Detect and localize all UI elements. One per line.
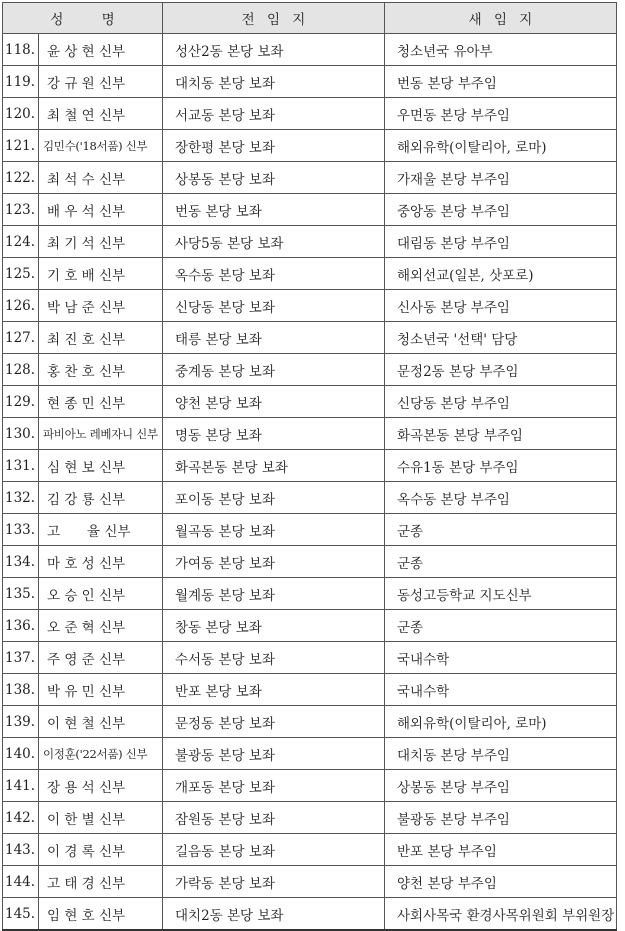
priest-name: 장 용 석 신부	[39, 770, 163, 802]
previous-post: 명동 본당 보좌	[163, 418, 385, 450]
row-number: 136.	[3, 610, 39, 642]
table-row	[3, 642, 617, 674]
table-row	[3, 514, 617, 546]
priest-name: 파비아노 레베자니 신부	[39, 418, 163, 450]
row-number: 137.	[3, 642, 39, 674]
previous-post: 포이동 본당 보좌	[163, 482, 385, 514]
row-number: 140.	[3, 738, 39, 770]
previous-post: 화곡본동 본당 보좌	[163, 450, 385, 482]
priest-name: 배 우 석 신부	[39, 194, 163, 226]
row-number: 125.	[3, 258, 39, 290]
priest-name: 오 승 인 신부	[39, 578, 163, 610]
priest-name: 기 호 배 신부	[39, 258, 163, 290]
table-row	[3, 674, 617, 706]
priest-name: 마 호 성 신부	[39, 546, 163, 578]
priest-name: 박 유 민 신부	[39, 674, 163, 706]
priest-name: 임 현 호 신부	[39, 898, 163, 931]
new-post: 불광동 본당 부주임	[385, 802, 617, 834]
previous-post: 양천 본당 보좌	[163, 386, 385, 418]
previous-post: 사당5동 본당 보좌	[163, 226, 385, 258]
priest-name: 이정훈('22서품) 신부	[39, 738, 163, 770]
new-post: 화곡본동 본당 부주임	[385, 418, 617, 450]
row-number: 119.	[3, 66, 39, 98]
priest-name: 고 태 경 신부	[39, 866, 163, 898]
row-number: 129.	[3, 386, 39, 418]
new-post: 양천 본당 부주임	[385, 866, 617, 898]
table-row	[3, 802, 617, 834]
table-row	[3, 386, 617, 418]
previous-post: 대치2동 본당 보좌	[163, 898, 385, 931]
table-row	[3, 66, 617, 98]
row-number: 118.	[3, 34, 39, 66]
previous-post: 중계동 본당 보좌	[163, 354, 385, 386]
table-row	[3, 834, 617, 866]
row-number: 127.	[3, 322, 39, 354]
table-row	[3, 354, 617, 386]
table-row	[3, 418, 617, 450]
row-number: 132.	[3, 482, 39, 514]
row-number: 122.	[3, 162, 39, 194]
previous-post: 대치동 본당 보좌	[163, 66, 385, 98]
table-row	[3, 482, 617, 514]
row-number: 145.	[3, 898, 39, 931]
new-post: 반포 본당 부주임	[385, 834, 617, 866]
previous-post: 가여동 본당 보좌	[163, 546, 385, 578]
row-number: 124.	[3, 226, 39, 258]
new-post: 군종	[385, 546, 617, 578]
previous-post: 잠원동 본당 보좌	[163, 802, 385, 834]
previous-post: 상봉동 본당 보좌	[163, 162, 385, 194]
priest-name: 최 석 수 신부	[39, 162, 163, 194]
previous-post: 문정동 본당 보좌	[163, 706, 385, 738]
table-row	[3, 898, 617, 931]
previous-post: 신당동 본당 보좌	[163, 290, 385, 322]
new-post: 가재울 본당 부주임	[385, 162, 617, 194]
row-number: 138.	[3, 674, 39, 706]
new-post: 상봉동 본당 부주임	[385, 770, 617, 802]
header-new-post: 새 임 지	[385, 3, 617, 34]
table-row	[3, 226, 617, 258]
table-row	[3, 322, 617, 354]
table-row	[3, 610, 617, 642]
priest-name: 주 영 준 신부	[39, 642, 163, 674]
row-number: 139.	[3, 706, 39, 738]
row-number: 126.	[3, 290, 39, 322]
new-post: 해외유학(이탈리아, 로마)	[385, 130, 617, 162]
new-post: 대치동 본당 부주임	[385, 738, 617, 770]
table-row	[3, 450, 617, 482]
table-body	[3, 34, 617, 931]
new-post: 사회사목국 환경사목위원회 부위원장	[385, 898, 617, 931]
priest-name: 이 한 별 신부	[39, 802, 163, 834]
row-number: 134.	[3, 546, 39, 578]
new-post: 군종	[385, 610, 617, 642]
row-number: 128.	[3, 354, 39, 386]
row-number: 130.	[3, 418, 39, 450]
priest-name: 현 종 민 신부	[39, 386, 163, 418]
table-row	[3, 770, 617, 802]
previous-post: 길음동 본당 보좌	[163, 834, 385, 866]
row-number: 121.	[3, 130, 39, 162]
new-post: 청소년국 '선택' 담당	[385, 322, 617, 354]
previous-post: 수서동 본당 보좌	[163, 642, 385, 674]
table-row	[3, 706, 617, 738]
new-post: 신당동 본당 부주임	[385, 386, 617, 418]
row-number: 141.	[3, 770, 39, 802]
row-number: 144.	[3, 866, 39, 898]
previous-post: 월곡동 본당 보좌	[163, 514, 385, 546]
table-row	[3, 866, 617, 898]
row-number: 133.	[3, 514, 39, 546]
previous-post: 불광동 본당 보좌	[163, 738, 385, 770]
new-post: 번동 본당 부주임	[385, 66, 617, 98]
priest-name: 오 준 혁 신부	[39, 610, 163, 642]
row-number: 120.	[3, 98, 39, 130]
new-post: 해외유학(이탈리아, 로마)	[385, 706, 617, 738]
previous-post: 월계동 본당 보좌	[163, 578, 385, 610]
previous-post: 옥수동 본당 보좌	[163, 258, 385, 290]
previous-post: 창동 본당 보좌	[163, 610, 385, 642]
row-number: 123.	[3, 194, 39, 226]
row-number: 131.	[3, 450, 39, 482]
previous-post: 성산2동 본당 보좌	[163, 34, 385, 66]
new-post: 청소년국 유아부	[385, 34, 617, 66]
priest-name: 최 진 호 신부	[39, 322, 163, 354]
priest-name: 홍 찬 호 신부	[39, 354, 163, 386]
priest-name: 김민수('18서품) 신부	[39, 130, 163, 162]
table-row	[3, 546, 617, 578]
previous-post: 번동 본당 보좌	[163, 194, 385, 226]
row-number: 142.	[3, 802, 39, 834]
new-post: 신사동 본당 부주임	[385, 290, 617, 322]
table-row	[3, 578, 617, 610]
new-post: 군종	[385, 514, 617, 546]
table-row	[3, 194, 617, 226]
new-post: 국내수학	[385, 642, 617, 674]
previous-post: 서교동 본당 보좌	[163, 98, 385, 130]
row-number: 143.	[3, 834, 39, 866]
appointment-table	[2, 2, 617, 931]
new-post: 우면동 본당 부주임	[385, 98, 617, 130]
previous-post: 개포동 본당 보좌	[163, 770, 385, 802]
priest-name: 김 강 룡 신부	[39, 482, 163, 514]
priest-name: 강 규 원 신부	[39, 66, 163, 98]
table-row	[3, 162, 617, 194]
table-row	[3, 98, 617, 130]
table-row	[3, 130, 617, 162]
priest-name: 최 기 석 신부	[39, 226, 163, 258]
new-post: 중앙동 본당 부주임	[385, 194, 617, 226]
previous-post: 장한평 본당 보좌	[163, 130, 385, 162]
header-previous-post: 전 임 지	[163, 3, 385, 34]
priest-name: 최 철 연 신부	[39, 98, 163, 130]
header-name: 성 명	[3, 3, 163, 34]
table-header-row	[3, 3, 617, 34]
new-post: 동성고등학교 지도신부	[385, 578, 617, 610]
previous-post: 태릉 본당 보좌	[163, 322, 385, 354]
table-row	[3, 258, 617, 290]
new-post: 문정2동 본당 부주임	[385, 354, 617, 386]
priest-name: 고 율 신부	[39, 514, 163, 546]
new-post: 옥수동 본당 부주임	[385, 482, 617, 514]
table-row	[3, 738, 617, 770]
new-post: 국내수학	[385, 674, 617, 706]
priest-name: 이 현 철 신부	[39, 706, 163, 738]
priest-name: 윤 상 현 신부	[39, 34, 163, 66]
table-row	[3, 34, 617, 66]
priest-name: 심 현 보 신부	[39, 450, 163, 482]
new-post: 해외선교(일본, 삿포로)	[385, 258, 617, 290]
new-post: 수유1동 본당 부주임	[385, 450, 617, 482]
row-number: 135.	[3, 578, 39, 610]
previous-post: 가락동 본당 보좌	[163, 866, 385, 898]
table-row	[3, 290, 617, 322]
previous-post: 반포 본당 보좌	[163, 674, 385, 706]
priest-name: 박 남 준 신부	[39, 290, 163, 322]
priest-name: 이 경 록 신부	[39, 834, 163, 866]
new-post: 대림동 본당 부주임	[385, 226, 617, 258]
